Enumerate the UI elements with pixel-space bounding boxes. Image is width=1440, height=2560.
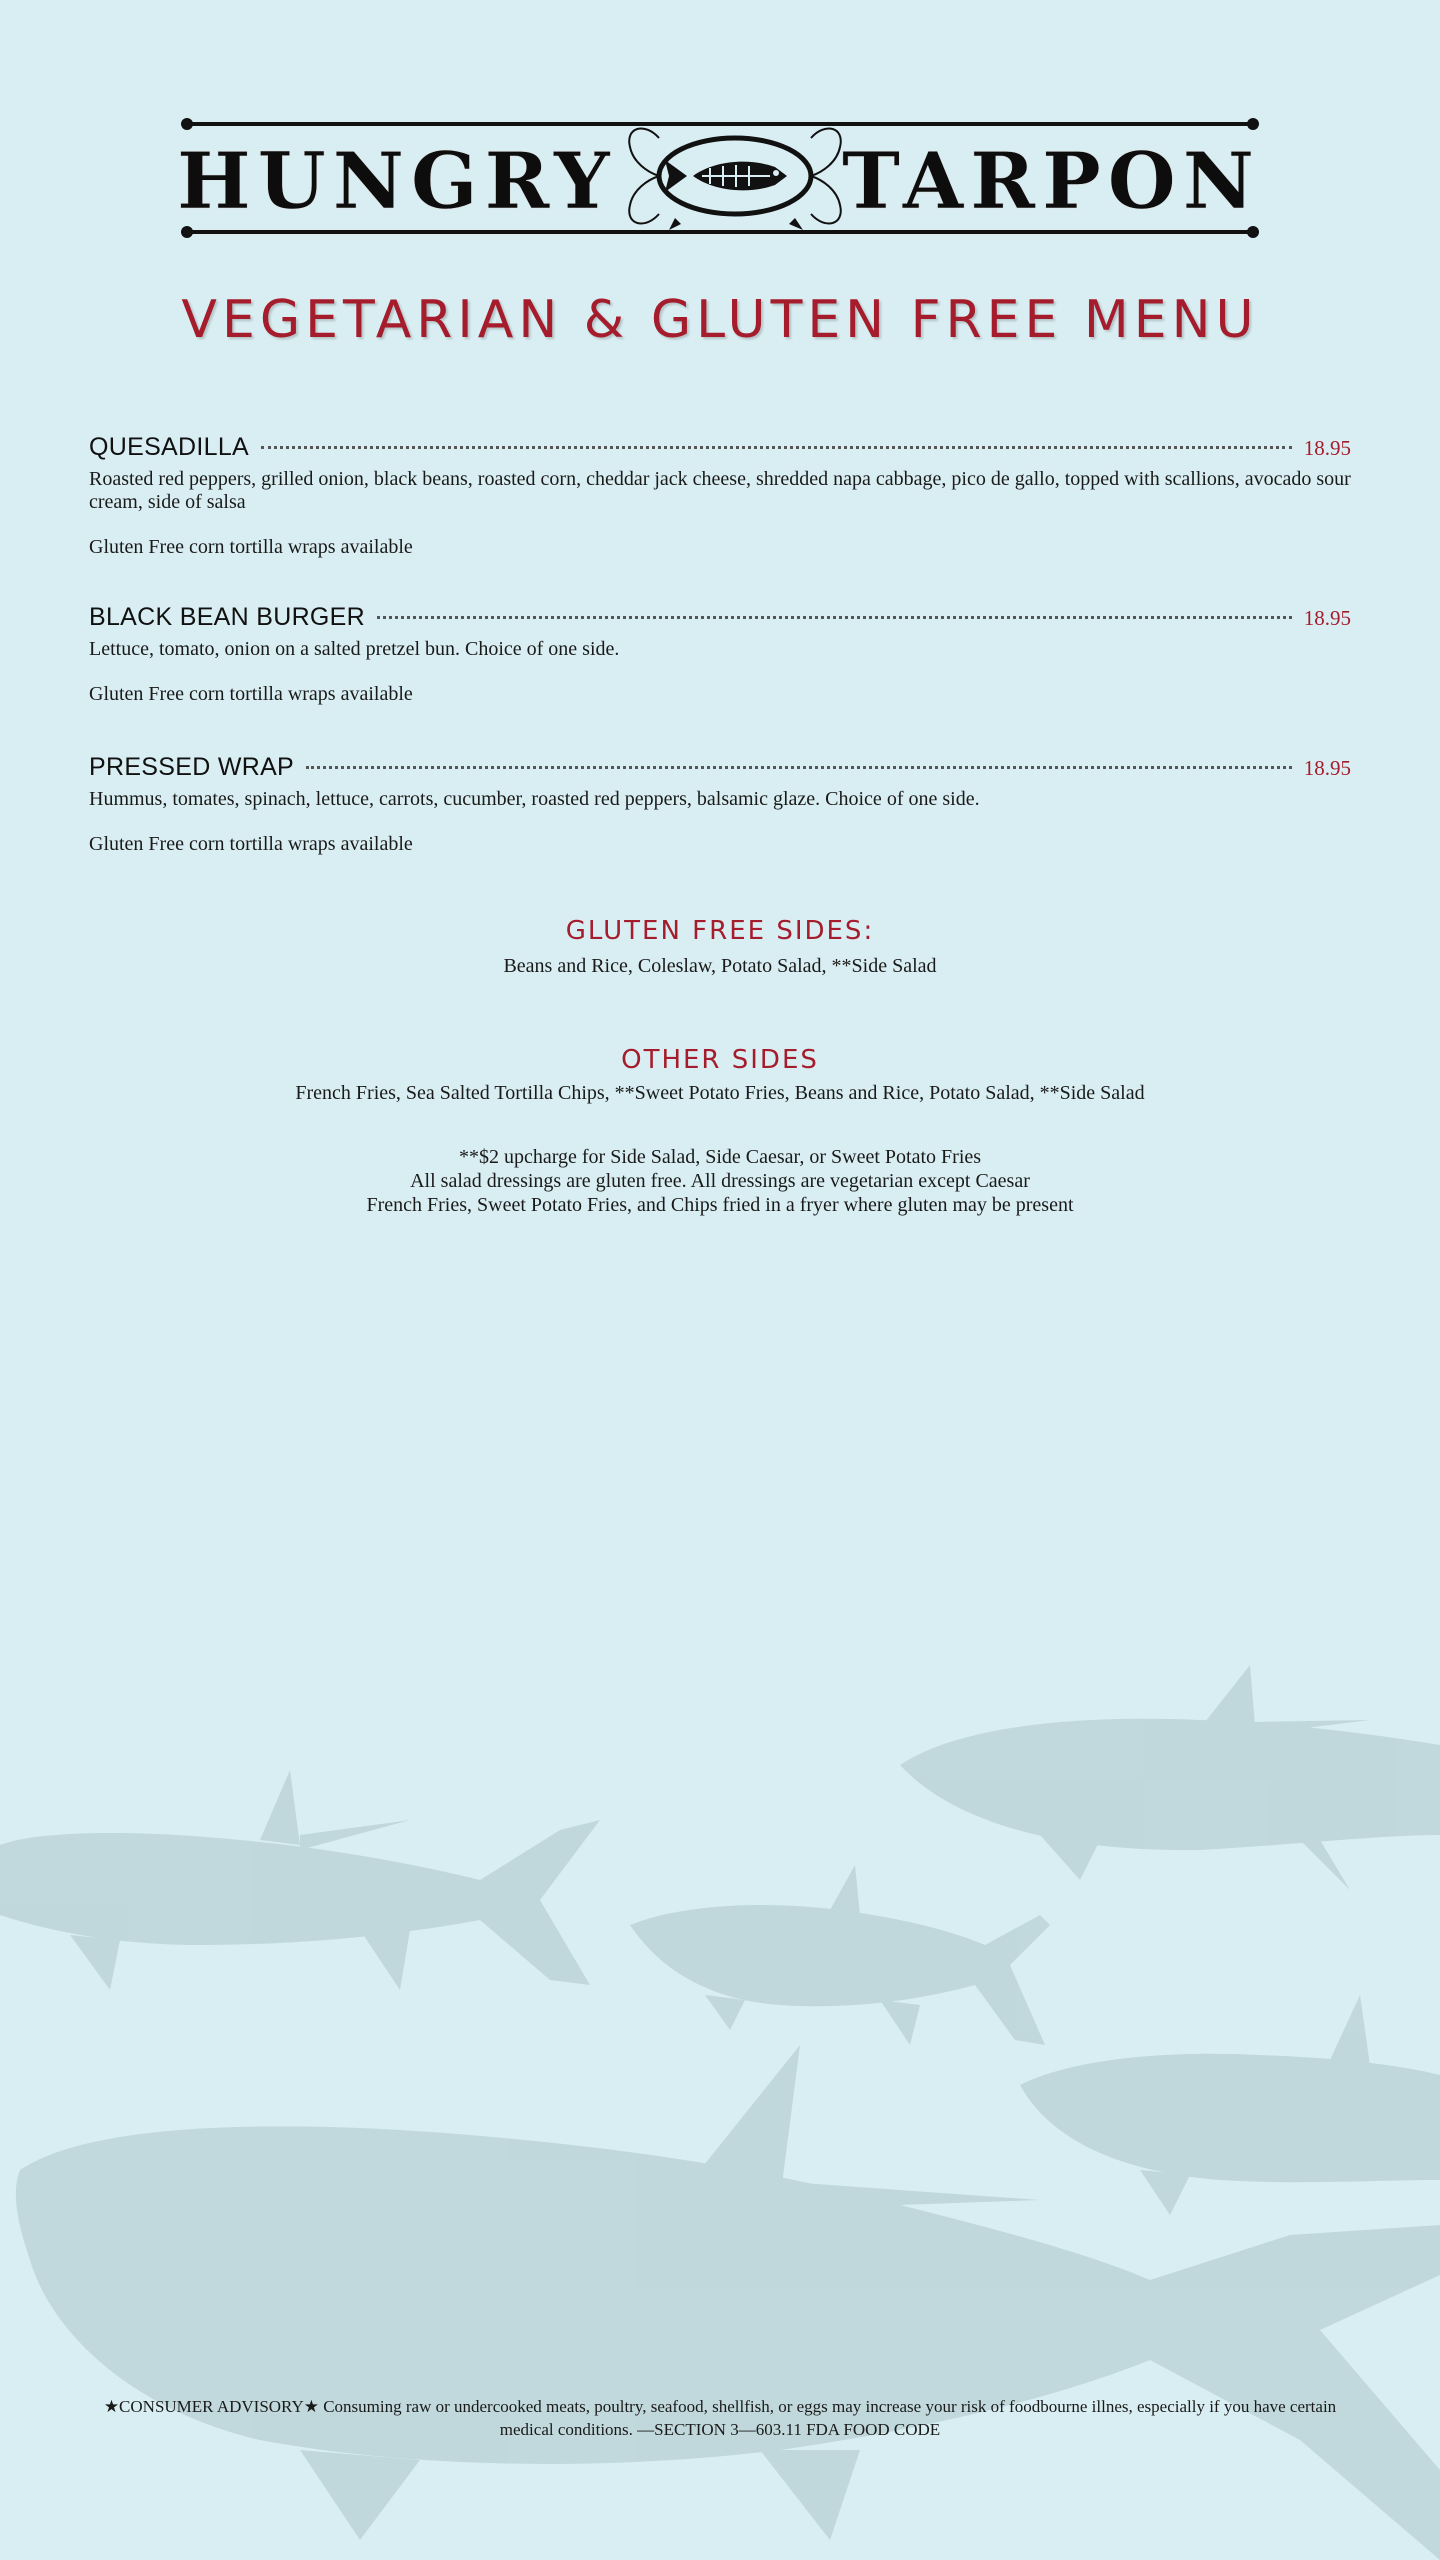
menu-item-name: QUESADILLA	[89, 433, 250, 461]
logo-name-left	[177, 136, 617, 227]
dot-leader	[261, 446, 1292, 449]
note-line: French Fries, Sweet Potato Fries, and Chips fried in a fryer where gluten may be present	[366, 1194, 1074, 1216]
gluten-free-sides-title: GLUTEN FREE SIDES:	[565, 916, 875, 946]
other-sides-text: French Fries, Sea Salted Tortilla Chips, **Sweet Potato Fries, Beans and Rice, Potato Salad, **Side Salad	[295, 1082, 1145, 1104]
note-line: **$2 upcharge for Side Salad, Side Caesar, or Sweet Potato Fries	[458, 1146, 982, 1168]
menu-notes	[0, 1145, 1440, 1217]
menu-item-note: Gluten Free corn tortilla wraps available	[89, 683, 413, 705]
tarpon-fish-icon	[1020, 1995, 1440, 2215]
fish-skeleton-icon	[629, 128, 841, 230]
menu-item-price: 18.95	[1303, 606, 1351, 630]
menu-item	[89, 433, 1351, 559]
consumer-advisory: ★CONSUMER ADVISORY★ Consuming raw or undercooked meats, poultry, seafood, shellfish, or eggs may increase your risk of foodbourne illnes, especially if you have certain medical conditions. —SECTION 3—603.11 FDA FOOD CODE	[103, 2397, 1337, 2439]
menu-item-note: Gluten Free corn tortilla wraps available	[89, 536, 413, 558]
menu-item	[89, 603, 1351, 706]
dot-leader	[377, 616, 1292, 619]
brand-name-right: TARPON	[841, 136, 1261, 227]
tarpon-fish-icon	[900, 1665, 1440, 1890]
menu-item-header	[89, 603, 1351, 632]
menu-item-header	[89, 753, 1351, 782]
menu-item	[89, 753, 1351, 856]
menu-title: VEGETARIAN & GLUTEN FREE MENU	[181, 290, 1259, 350]
menu-item-description: Roasted red peppers, grilled onion, black beans, roasted corn, cheddar jack cheese, shredded napa cabbage, pico de gallo, topped with scallions, avocado sour cream, side of salsa	[89, 468, 1351, 513]
menu-item-description: Lettuce, tomato, onion on a salted pretzel bun. Choice of one side.	[89, 638, 620, 660]
dot-leader	[306, 766, 1292, 769]
menu-item-name: BLACK BEAN BURGER	[89, 603, 366, 631]
menu-item-price: 18.95	[1303, 436, 1351, 460]
brand-logo	[175, 112, 1265, 244]
other-sides-title: OTHER SIDES	[621, 1045, 819, 1075]
menu-item-description: Hummus, tomates, spinach, lettuce, carrots, cucumber, roasted red peppers, balsamic glaze. Choice of one side.	[89, 788, 980, 810]
gluten-free-sides-text: Beans and Rice, Coleslaw, Potato Salad, **Side Salad	[503, 955, 937, 977]
logo-name-right	[842, 136, 1261, 227]
brand-name-left: HUNGRY	[177, 136, 617, 227]
tarpon-fish-icon	[0, 1770, 600, 1990]
menu-item-header	[89, 433, 1351, 462]
menu-item-note: Gluten Free corn tortilla wraps available	[89, 833, 413, 855]
tarpon-fish-icon	[630, 1865, 1050, 2045]
menu-item-name: PRESSED WRAP	[89, 753, 295, 781]
note-line: All salad dressings are gluten free. All dressings are vegetarian except Caesar	[410, 1170, 1030, 1192]
menu-item-price: 18.95	[1303, 756, 1351, 780]
